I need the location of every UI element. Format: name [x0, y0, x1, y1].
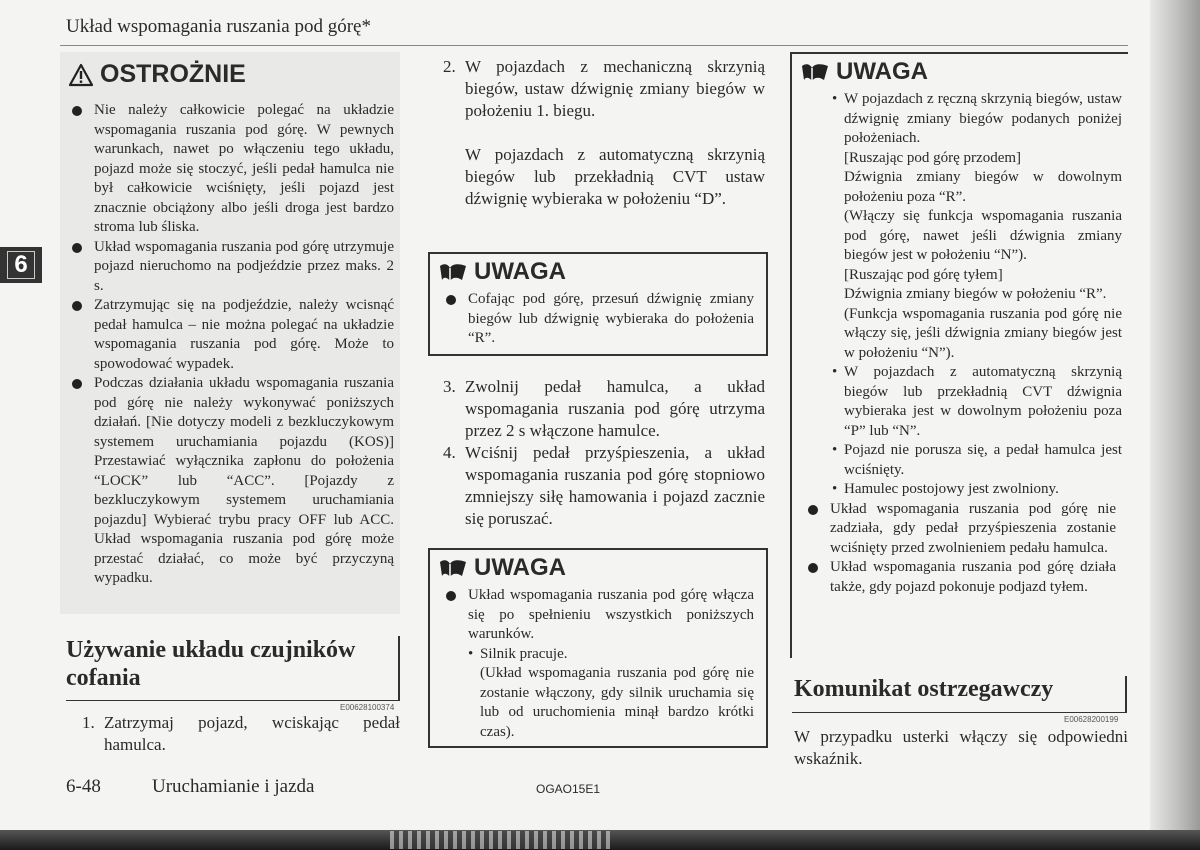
section-title-rule: [66, 700, 400, 701]
caution-item: Układ wspomagania ruszania pod górę utrzymuje pojazd nieruchomo na podjeździe przez maks. 2 s.: [94, 238, 394, 297]
section-title-bar: [1125, 676, 1127, 712]
scan-edge-marks: [390, 831, 610, 849]
note-title: UWAGA: [430, 550, 766, 586]
note-hand-icon: [438, 260, 468, 284]
note-box-3: UWAGA • W pojazdach z ręczną skrzynią biegów, ustaw dźwignię zmiany biegów podanych poniżej położeniach. [Ruszając pod górę przodem] Dźwignia zmiany biegów w dowolnym położeniu poza “R”. (Włączy się funkcja wspomagania ruszania pod górę, nawet jeśli dźwignia zmiany biegów jest w położeniu “N”). [Ruszając pod górę tyłem] Dźwignia zmiany biegów w położeniu “R”. (Funkcja wspomagania ruszania pod górę nie włączy się, jeśli dźwignia zmiany biegów jest w położeniu “N”). • W pojazdach z automatyczną skrzynią biegów lub przekładnią CVT dźwignia wybieraka jest w dowolnym położeniu poza “P” lub “N”. • Pojazd nie porusza się, a pedał hamulca jest wciśnięty. • Hamulec postojowy jest zwolniony. Układ wspomagania ruszania pod górę nie zadziała, gdy pedał przyśpieszenia zostanie wciśnięty przed zwolnieniem pedału hamulca. Układ wspomagania ruszania pod górę działa także, gdy pojazd pokonuje podjazd tyłem.: [790, 52, 1128, 658]
caution-box: [60, 52, 400, 614]
note-subitem: • W pojazdach z automatyczną skrzynią biegów lub przekładnią CVT dźwignia wybieraka jest w dowolnym położeniu poza “P” lub “N”.: [832, 363, 1122, 441]
note-box-2: [428, 548, 768, 748]
document-code: OGAO15E1: [536, 782, 601, 796]
note-title: UWAGA: [792, 54, 1128, 90]
note-subitem: • Pojazd nie porusza się, a pedał hamulca jest wciśnięty.: [832, 441, 1122, 480]
step-1: 1. Zatrzymaj pojazd, wciskając pedał hamulca.: [82, 713, 400, 754]
note-hand-icon: [438, 556, 468, 580]
section-title-sensors: Używanie układu czujników cofania: [66, 637, 356, 691]
page-binding-shadow: [1150, 0, 1200, 850]
note-subitem: • Silnik pracuje.: [468, 645, 754, 665]
note-hand-icon: [800, 60, 830, 84]
step-2-alt: W pojazdach z automatyczną skrzynią biegów lub przekładnią CVT ustaw dźwignię wybieraka w położeniu “D”.: [465, 145, 765, 208]
step-2: 2. W pojazdach z mechaniczną skrzynią biegów, ustaw dźwignię zmiany biegów w położeniu 1. biegu.: [443, 57, 765, 120]
note-item: Układ wspomagania ruszania pod górę włącza się po spełnieniu wszystkich poniższych warunków. • Silnik pracuje. (Układ wspomagania ruszania pod górę nie zostanie włączony, gdy silnik uruchamia się lub od uruchomienia minął bardzo krótki czas).: [468, 586, 754, 742]
caution-title: OSTROŻNIE: [60, 52, 400, 97]
section-title-warning: Komunikat ostrzegawczy: [794, 676, 1054, 702]
note-subitem: • W pojazdach z ręczną skrzynią biegów, ustaw dźwignię zmiany biegów podanych poniżej położeniach.: [832, 90, 1122, 149]
caution-item: Zatrzymując się na podjeździe, należy wcisnąć pedał hamulca – nie można polegać na układzie wspomagania ruszania pod górę. Może to spowodować wypadek.: [94, 296, 394, 374]
note-title: UWAGA: [430, 254, 766, 290]
caution-item: Nie należy całkowicie polegać na układzie wspomagania ruszania pod górę. W pewnych warunkach, nawet po włączeniu tego układu, pojazd może się stoczyć, jeśli pedał hamulca nie był całkowicie wciśnięty, jeśli pojazd jest znacznie obciążony albo jeśli droga jest bardzo stroma lub śliska.: [94, 101, 394, 238]
section-title-rule: [792, 712, 1127, 713]
section-code: E00628100374: [340, 703, 395, 712]
caution-list: [60, 101, 400, 589]
note-subitem-detail: (Układ wspomagania ruszania pod górę nie zostanie włączony, gdy silnik uruchamia się lub od uruchomienia minął bardzo krótki czas).: [480, 665, 754, 740]
warning-triangle-icon: [68, 63, 94, 87]
chapter-name: Uruchamianie i jazda: [152, 776, 315, 797]
note-subitem: • Hamulec postojowy jest zwolniony.: [832, 480, 1122, 500]
header-rule: [60, 45, 1128, 46]
page-number: 6-48: [66, 776, 101, 797]
chapter-tab: 6: [0, 247, 42, 283]
page-header-title: Układ wspomagania ruszania pod górę*: [66, 16, 371, 37]
note-item: Układ wspomagania ruszania pod górę nie zadziała, gdy pedał przyśpieszenia zostanie wciśnięty przed zwolnieniem pedału hamulca.: [830, 500, 1116, 559]
warning-text: W przypadku usterki włączy się odpowiedni wskaźnik.: [794, 727, 1128, 768]
section-title-bar: [398, 636, 400, 700]
note-item: Układ wspomagania ruszania pod górę działa także, gdy pojazd pokonuje podjazd tyłem.: [830, 558, 1116, 597]
step-3: 3. Zwolnij pedał hamulca, a układ wspomagania ruszania pod górę utrzyma przez 2 s włączone hamulce.: [443, 377, 765, 440]
caution-item: Podczas działania układu wspomagania ruszania pod górę nie należy wykonywać poniższych działań. [Nie dotyczy modeli z bezkluczykowym systemem uruchamiania pojazdu (KOS)] Przestawiać wyłącznika zapłonu do położenia “LOCK” lub “ACC”. [Pojazdy z bezkluczykowym systemem uruchamiania pojazdu] Wybierać trybu pracy OFF lub ACC. Układ wspomagania ruszania pod górę może przestać działać, co może być przyczyną wypadku.: [94, 374, 394, 589]
note-box-1: [428, 252, 768, 356]
note-item: Cofając pod górę, przesuń dźwignię zmiany biegów lub dźwignię wybieraka do położenia “R”.: [468, 290, 754, 349]
step-4: 4. Wciśnij pedał przyśpieszenia, a układ wspomagania ruszania pod górę stopniowo zmniejszy siłę hamowania i pojazd zacznie się poruszać.: [443, 443, 765, 528]
section-code: E00628200199: [1064, 715, 1119, 724]
